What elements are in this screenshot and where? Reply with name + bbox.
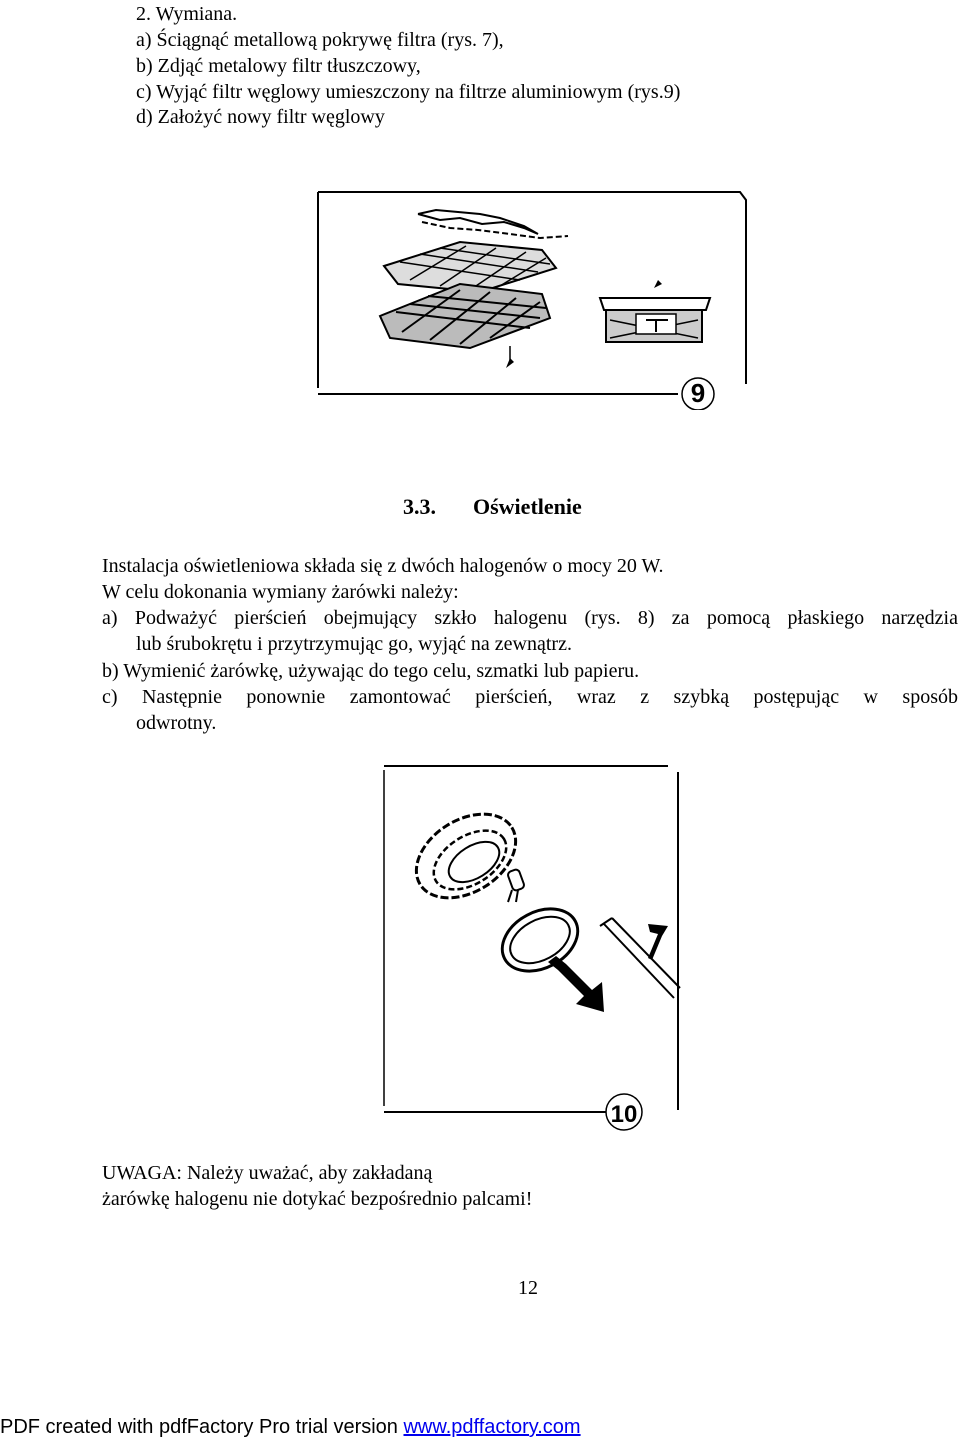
lead-paragraph: W celu dokonania wymiany żarówki należy: (102, 581, 459, 603)
section-number: 3.3. (403, 494, 436, 519)
footer-text: PDF created with pdfFactory Pro trial version (0, 1416, 404, 1438)
pdf-footer (0, 1414, 581, 1440)
figure-10-label: 10 (610, 1101, 638, 1128)
figure-10-halogen-diagram (378, 760, 688, 1134)
page-number: 12 (518, 1277, 538, 1299)
warning-line-2: żarówkę halogenu nie dotykać bezpośrednio palcami! (102, 1188, 533, 1210)
figure-9-label: 9 (690, 378, 706, 408)
list-item: a) Podważyć pierścień obejmujący szkło halogenu (rys. 8) za pomocą płaskiego narzędzia (102, 607, 958, 629)
section-heading (403, 494, 582, 520)
list-item: c) Następnie ponownie zamontować pierścień, wraz z szybką postępując w sposób (102, 686, 958, 708)
warning-line-1: UWAGA: Należy uważać, aby zakładaną (102, 1162, 433, 1184)
list-item-continuation: lub śrubokrętu i przytrzymując go, wyjąć na zewnątrz. (136, 633, 572, 655)
list-item: d) Założyć nowy filtr węglowy (136, 106, 385, 128)
section-title: Oświetlenie (473, 494, 582, 519)
figure-9-carbon-filter-diagram (310, 188, 750, 410)
list-item: b) Wymienić żarówkę, używając do tego celu, szmatki lub papieru. (102, 660, 640, 682)
list-item: a) Ściągnąć metallową pokrywę filtra (rys. 7), (136, 29, 504, 51)
footer-link[interactable]: www.pdffactory.com (403, 1416, 581, 1438)
intro-paragraph: Instalacja oświetleniowa składa się z dwóch halogenów o mocy 20 W. (102, 555, 664, 577)
list-item: c) Wyjąć filtr węglowy umieszczony na filtrze aluminiowym (rys.9) (136, 81, 681, 103)
section-2-title: 2. Wymiana. (136, 3, 238, 25)
list-item: b) Zdjąć metalowy filtr tłuszczowy, (136, 55, 421, 77)
list-item-continuation: odwrotny. (136, 712, 217, 734)
